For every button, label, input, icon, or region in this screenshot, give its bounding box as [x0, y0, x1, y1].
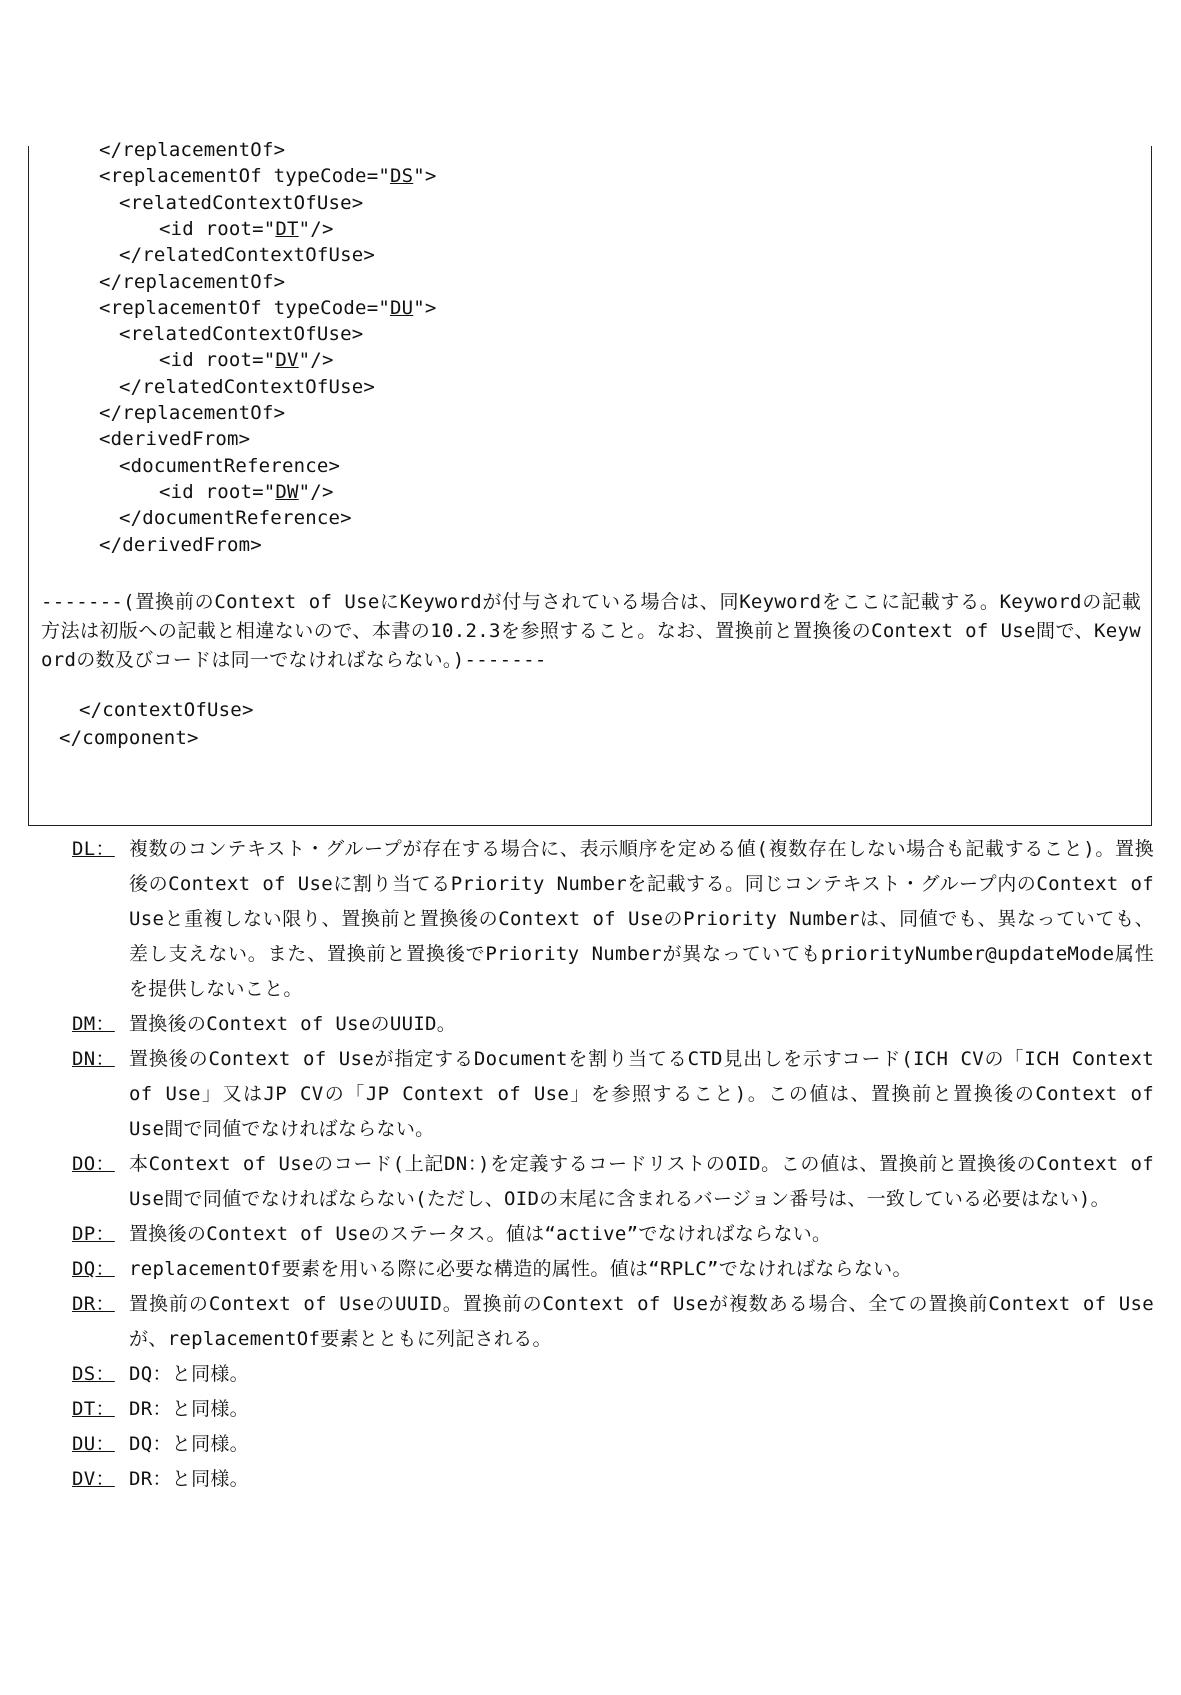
code-line: [119, 373, 375, 401]
code-text: "/>: [298, 480, 334, 503]
code-line: [119, 189, 363, 217]
code-text: </replacementOf>: [99, 402, 286, 424]
code-text: </relatedContextOfUse>: [119, 375, 376, 398]
definition-item: [72, 1287, 1154, 1357]
code-placeholder: DT: [275, 217, 299, 240]
code-text: </derivedFrom>: [99, 533, 262, 556]
code-line: [99, 294, 437, 322]
code-text: "/>: [298, 349, 334, 372]
code-line: [99, 136, 285, 164]
definition-text: DQ：と同様。: [129, 1433, 249, 1455]
code-placeholder: DV: [275, 349, 299, 372]
definition-text: replacementOf要素を用いる際に必要な構造的属性。値は“RPLC”でなければならない。: [129, 1258, 912, 1280]
code-placeholder: DW: [275, 480, 299, 503]
code-line: [159, 215, 334, 243]
definition-item: [72, 1217, 1154, 1252]
code-line: [119, 320, 363, 348]
definition-text: 置換後のContext of UseのUUID。: [129, 1013, 457, 1035]
xml-code-box: [28, 139, 1152, 826]
definition-item: [72, 1147, 1154, 1217]
keyword-note: -------(置換前のContext of UseにKeywordが付与されている場合は、同Keywordをここに記載する。Keywordの記載方法は初版への記載と相違ないので、本書の10.2.3を参照すること。なお、置換前と置換後のContext of Use間で、Keywordの数及びコードは同一でなければならない。)-------: [41, 591, 1141, 671]
code-text: <replacementOf typeCode=": [99, 296, 390, 319]
code-line: [119, 504, 352, 532]
code-line: [99, 399, 285, 427]
definition-tag: DO：: [72, 1153, 115, 1175]
definition-text: 本Context of Useのコード(上記DN：)を定義するコードリストのOID。この値は、置換前と置換後のContext of Use間で同値でなければならない(ただし、OIDの末尾に含まれるバージョン番号は、一致している必要はない)。: [129, 1153, 1154, 1210]
definition-tag: DM：: [72, 1013, 115, 1035]
code-text: ">: [413, 165, 437, 188]
definition-text: DR：と同様。: [129, 1468, 249, 1490]
code-line: [119, 241, 375, 269]
code-line: [99, 425, 250, 453]
definition-tag: DU：: [72, 1433, 115, 1455]
definition-text: 置換前のContext of UseのUUID。置換前のContext of Useが複数ある場合、全ての置換前Context of Useが、replacementOf要素とともに列記される。: [129, 1293, 1154, 1350]
code-text: <id root=": [159, 349, 276, 372]
code-line: </contextOfUse>: [79, 699, 254, 721]
definition-tag: DT：: [72, 1398, 115, 1420]
code-line: [99, 268, 285, 296]
definition-tag: DS：: [72, 1363, 115, 1385]
definition-text: DR：と同様。: [129, 1398, 249, 1420]
code-text: <relatedContextOfUse>: [119, 191, 364, 214]
code-text: ">: [413, 296, 437, 319]
definition-text: 複数のコンテキスト・グループが存在する場合に、表示順序を定める値(複数存在しない場合も記載すること)。置換後のContext of Useに割り当てるPriority Numberを記載する。同じコンテキスト・グループ内のContext of Useと重複しない限り、置換前と置換後のContext of UseのPriority Numberは、同値でも、異なっていても、差し支えない。また、置換前と置換後でPriority Numberが異なっていてもpriorityNumber@updateMode属性を提供しないこと。: [129, 838, 1154, 1000]
code-text: </relatedContextOfUse>: [119, 244, 376, 267]
definition-list: [72, 832, 1154, 1497]
definition-tag: DR：: [72, 1293, 115, 1315]
definition-item: [72, 1462, 1154, 1497]
code-text: <id root=": [159, 480, 276, 503]
definition-text: 置換後のContext of Useのステータス。値は“active”でなければならない。: [129, 1223, 832, 1245]
definition-tag: DL：: [72, 838, 115, 860]
definition-tag: DN：: [72, 1048, 115, 1070]
code-text: <id root=": [159, 217, 276, 240]
definition-item: [72, 832, 1154, 1007]
definition-tag: DV：: [72, 1468, 115, 1490]
code-line: [159, 478, 334, 506]
definition-item: [72, 1007, 1154, 1042]
code-text: </replacementOf>: [99, 139, 286, 161]
definition-item: [72, 1357, 1154, 1392]
code-text: "/>: [298, 217, 334, 240]
code-line: [99, 162, 437, 190]
definition-item: [72, 1427, 1154, 1462]
code-text: </replacementOf>: [99, 270, 286, 293]
code-text: <replacementOf typeCode=": [99, 165, 390, 188]
code-text: <documentReference>: [119, 454, 341, 477]
code-text: <derivedFrom>: [99, 428, 251, 451]
code-placeholder: DS: [389, 165, 414, 188]
code-line: [119, 452, 340, 480]
definition-text: 置換後のContext of Useが指定するDocumentを割り当てるCTD見出しを示すコード(ICH CVの「ICH Context of Use」又はJP CVの「JP Context of Use」を参照すること)。この値は、置換前と置換後のContext of Use間で同値でなければならない。: [129, 1048, 1154, 1140]
code-line: </component>: [59, 727, 199, 749]
code-placeholder: DU: [389, 296, 414, 319]
code-text: <relatedContextOfUse>: [119, 323, 364, 346]
definition-text: DQ：と同様。: [129, 1363, 249, 1385]
code-line: [159, 346, 334, 374]
definition-item: [72, 1042, 1154, 1147]
code-line: [99, 531, 262, 559]
definition-tag: DP：: [72, 1223, 115, 1245]
definition-tag: DQ：: [72, 1258, 115, 1280]
definition-item: [72, 1392, 1154, 1427]
definition-item: [72, 1252, 1154, 1287]
code-text: </documentReference>: [119, 507, 352, 530]
